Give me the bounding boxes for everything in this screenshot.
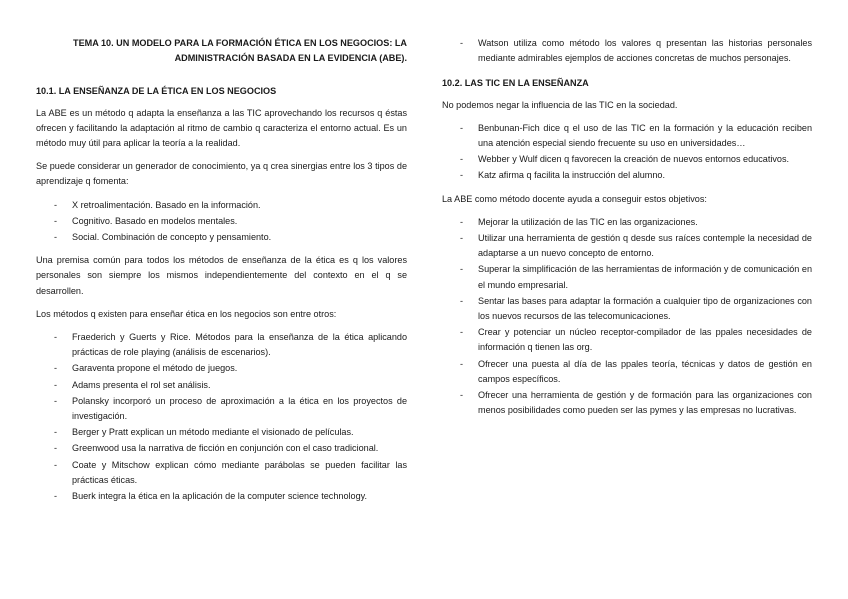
paragraph-knowledge-generator: Se puede considerar un generador de conocimiento, ya q crea sinergias entre los 3 tipos de aprendizaje q fomenta:	[36, 161, 407, 187]
list-item: - X retroalimentación. Basado en la información.	[36, 198, 407, 213]
left-column	[36, 36, 407, 512]
objectives-list	[442, 215, 812, 419]
list-item: - Benbunan-Fich dice q el uso de las TIC en la formación y la educación reciben una atención especial siendo frecuente su uso en universidades…	[442, 121, 812, 151]
learning-types-list	[36, 198, 407, 246]
section-heading-10-2: 10.2. LAS TIC EN LA ENSEÑANZA	[442, 78, 589, 89]
list-item: - Crear y potenciar un núcleo receptor-compilador de las ppales necesidades de información q tienen las org.	[442, 325, 812, 355]
list-item: - Ofrecer una herramienta de gestión y de formación para las organizaciones con menos posibilidades como pueden ser las pymes y las empresas no lucrativas.	[442, 388, 812, 418]
list-item: - Mejorar la utilización de las TIC en las organizaciones.	[442, 215, 812, 230]
list-item: - Berger y Pratt explican un método mediante el visionado de películas.	[36, 425, 407, 440]
list-item: - Garaventa propone el método de juegos.	[36, 361, 407, 376]
paragraph-objectives-intro: La ABE como método docente ayuda a conseguir estos objetivos:	[442, 193, 707, 204]
list-item: - Adams presenta el rol set análisis.	[36, 378, 407, 393]
document-title: TEMA 10. UN MODELO PARA LA FORMACIÓN ÉTICA EN LOS NEGOCIOS: LA ADMINISTRACIÓN BASADA EN LA EVIDENCIA (ABE).	[73, 38, 407, 64]
list-item: - Utilizar una herramienta de gestión q desde sus raíces contemple la necesidad de adaptarse a un nuevo concepto de entorno.	[442, 231, 812, 261]
list-item: - Polansky incorporó un proceso de aproximación a la ética en los proyectos de investigación.	[36, 394, 407, 424]
paragraph-common-premise: Una premisa común para todos los métodos de enseñanza de la ética es q los valores personales son siempre los mismos independientemente del contexto en el q se desarrollen.	[36, 255, 407, 296]
list-item: - Greenwood usa la narrativa de ficción en conjunción con el caso tradicional.	[36, 441, 407, 456]
list-item: - Watson utiliza como método los valores q presentan las historias personales mediante admirables ejemplos de acciones concretas de muchos personajes.	[442, 36, 812, 66]
paragraph-abe-definition: La ABE es un método q adapta la enseñanza a las TIC aprovechando los recursos q éstas ofrecen y facilitando la adaptación al ritmo de cambio q caracteriza el entorno actual. Es un método muy útil para aplicar la teoría a la realidad.	[36, 107, 407, 149]
list-item: - Webber y Wulf dicen q favorecen la creación de nuevos entornos educativos.	[442, 152, 812, 167]
list-item: - Fraederich y Guerts y Rice. Métodos para la enseñanza de la ética aplicando prácticas de role playing (análisis de escenarios).	[36, 330, 407, 360]
list-item: - Sentar las bases para adaptar la formación a cualquier tipo de organizaciones con los nuevos recursos de las telecomunicaciones.	[442, 294, 812, 324]
paragraph-tic-influence: No podemos negar la influencia de las TIC en la sociedad.	[442, 99, 678, 110]
right-column	[442, 36, 812, 426]
section-heading-10-1: 10.1. LA ENSEÑANZA DE LA ÉTICA EN LOS NEGOCIOS	[36, 86, 277, 97]
tic-authors-list	[442, 121, 812, 184]
methods-list	[36, 330, 407, 504]
list-item: - Social. Combinación de concepto y pensamiento.	[36, 230, 407, 245]
list-item: - Katz afirma q facilita la instrucción del alumno.	[442, 168, 812, 183]
list-item: - Ofrecer una puesta al día de las ppales teoría, técnicas y datos de gestión en campos específicos.	[442, 357, 812, 387]
list-item: - Coate y Mitschow explican cómo mediante parábolas se pueden facilitar las prácticas éticas.	[36, 458, 407, 488]
list-item: - Buerk integra la ética en la aplicación de la computer science technology.	[36, 489, 407, 504]
list-item: - Superar la simplificación de las herramientas de información y de comunicación en el mundo empresarial.	[442, 262, 812, 292]
paragraph-methods-intro: Los métodos q existen para enseñar ética en los negocios son entre otros:	[36, 308, 337, 319]
list-item: - Cognitivo. Basado en modelos mentales.	[36, 214, 407, 229]
methods-list-continued	[442, 36, 812, 66]
